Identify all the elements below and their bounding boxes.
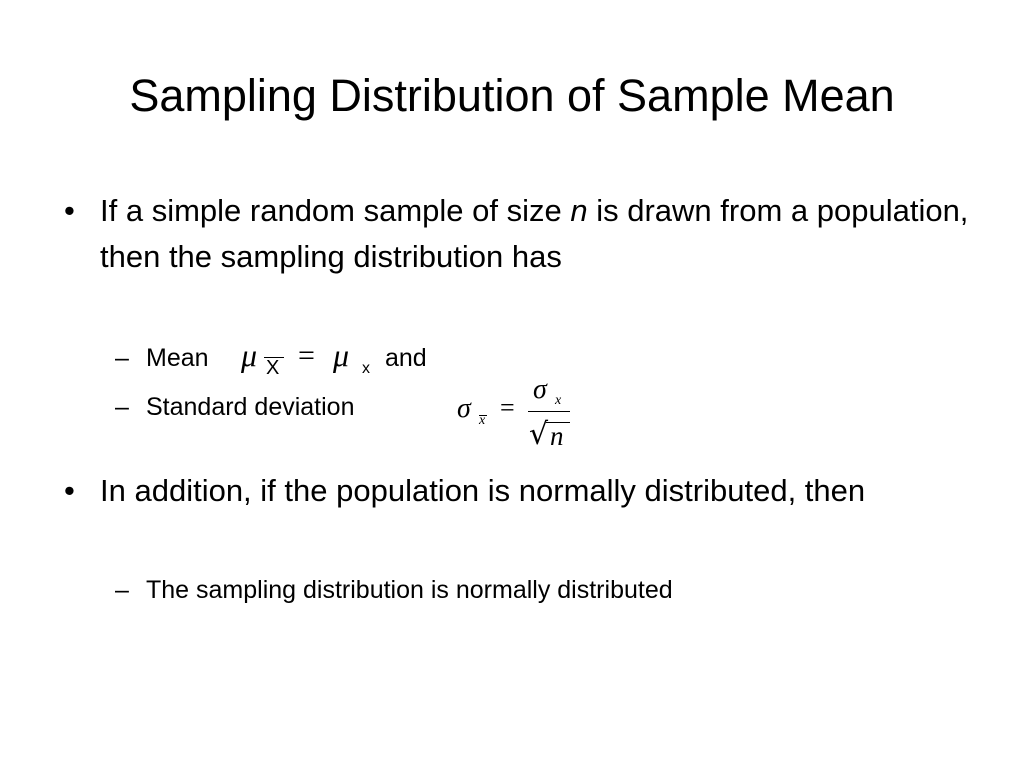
sub-dash: – — [115, 576, 129, 604]
mu-symbol-rhs: μ — [333, 337, 350, 373]
equals-sign: = — [500, 393, 515, 422]
fraction-bar — [528, 411, 570, 412]
bullet-1-post: is drawn from a population, then the sampling distribution has — [100, 193, 969, 274]
bullet-1-text — [100, 188, 1010, 280]
sub-normal-text: The sampling distribution is normally distributed — [146, 576, 673, 604]
bullet-2-text: In addition, if the population is normally distributed, then — [100, 473, 866, 508]
bullet-marker: • — [64, 193, 75, 228]
sigma-numerator: σ — [533, 374, 547, 405]
sub-dash: – — [115, 344, 129, 372]
equals-sign: = — [298, 339, 315, 372]
bullet-1-pre: If a simple random sample of size — [100, 193, 571, 228]
mu-subscript-xbar: X — [266, 357, 280, 379]
bullet-marker: • — [64, 473, 75, 508]
sub-mean-after: and — [385, 344, 427, 372]
radical-sign: √ — [529, 417, 549, 452]
mu-symbol: μ — [241, 337, 258, 373]
slide-title: Sampling Distribution of Sample Mean — [129, 70, 895, 121]
sub-dash: – — [115, 393, 129, 421]
radicand-n: n — [550, 421, 564, 451]
sigma-symbol: σ — [457, 393, 471, 424]
mu-rhs-subscript: x — [362, 360, 370, 377]
sub-mean-label: Mean — [146, 344, 209, 372]
sub-sd-label: Standard deviation — [146, 393, 355, 421]
sigma-numerator-subscript: x — [555, 393, 562, 408]
sigma-subscript-xbar: x — [479, 413, 486, 428]
bullet-1-italic-n: n — [570, 193, 588, 228]
